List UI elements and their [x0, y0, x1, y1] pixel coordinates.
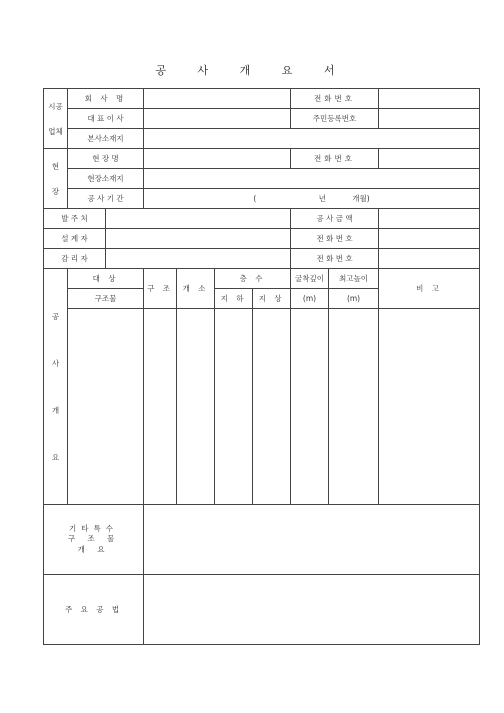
phone-label-1: 전화번호 [291, 89, 379, 109]
period-field[interactable] [144, 189, 480, 209]
phone-field-3[interactable] [379, 229, 480, 249]
resident-no-field[interactable] [379, 109, 480, 129]
excavation-depth-header: 굴착깊이 [291, 269, 329, 289]
remarks-header: 비 고 [379, 269, 480, 309]
head-office-label: 본사소재지 [68, 129, 144, 149]
representative-field[interactable] [144, 109, 291, 129]
contract-amount-field[interactable] [379, 209, 480, 229]
resident-no-label: 주민등록번호 [291, 109, 379, 129]
overview-side-4: 요 [51, 452, 60, 462]
special-line-1: 기타특수 [69, 524, 118, 534]
phone-field-2[interactable] [379, 149, 480, 169]
period-year: 년 [318, 194, 326, 203]
representative-label: 대 표 이 사 [68, 109, 144, 129]
company-name-field[interactable] [144, 89, 291, 109]
site-location-label: 현장소재지 [68, 169, 144, 189]
period-label: 공 사 기 간 [68, 189, 144, 209]
overview-side-2: 사 [51, 358, 60, 368]
overview-side-1: 공 [51, 311, 60, 321]
main-methods-label: 주 요 공 법 [44, 575, 144, 645]
company-name-label: 회 사 명 [68, 89, 144, 109]
site-label-1: 현 [51, 161, 60, 171]
head-office-field[interactable] [144, 129, 480, 149]
height-unit: (m) [329, 289, 379, 309]
excavation-depth-cell[interactable] [291, 309, 329, 505]
site-name-label: 현 장 명 [68, 149, 144, 169]
max-height-header: 최고높이 [329, 269, 379, 289]
site-name-field[interactable] [144, 149, 291, 169]
structure-item-cell[interactable] [68, 309, 144, 505]
construction-overview-form [43, 88, 480, 645]
phone-label-4: 전 화 번 호 [291, 249, 379, 269]
phone-field-1[interactable] [379, 89, 480, 109]
phone-label-3: 전 화 번 호 [291, 229, 379, 249]
designer-label: 설 계 자 [44, 229, 106, 249]
phone-field-4[interactable] [379, 249, 480, 269]
site-location-field[interactable] [144, 169, 480, 189]
below-ground-cell[interactable] [215, 309, 253, 505]
special-structure-label [44, 505, 144, 575]
client-field[interactable] [106, 209, 291, 229]
structure-cell[interactable] [144, 309, 177, 505]
contractor-label-2: 업체 [48, 126, 63, 136]
special-structure-field[interactable] [144, 505, 480, 575]
contractor-group-label [44, 89, 68, 149]
max-height-cell[interactable] [329, 309, 379, 505]
designer-field[interactable] [106, 229, 291, 249]
period-open: ( [253, 194, 257, 203]
count-header: 개 소 [177, 269, 215, 309]
page-title: 공 사 개 요 서 [155, 64, 349, 77]
overview-side-label [44, 269, 68, 505]
special-line-3: 개 요 [77, 544, 110, 554]
structure-header: 구 조 [144, 269, 177, 309]
site-label-2: 장 [51, 186, 60, 196]
excavation-unit: (m) [291, 289, 329, 309]
supervisor-label: 감 리 자 [44, 249, 106, 269]
phone-label-2: 전화번호 [291, 149, 379, 169]
site-group-label [44, 149, 68, 209]
above-ground-header: 지 상 [253, 289, 291, 309]
contractor-label-1: 시공 [48, 101, 63, 111]
supervisor-field[interactable] [106, 249, 291, 269]
structure-item-header: 구조물 [68, 289, 144, 309]
overview-side-3: 개 [51, 405, 60, 415]
period-month: 개월) [352, 194, 370, 203]
contract-amount-label: 공 사 금 액 [291, 209, 379, 229]
floors-header: 층 수 [215, 269, 291, 289]
remarks-cell[interactable] [379, 309, 480, 505]
below-ground-header: 지 하 [215, 289, 253, 309]
special-line-2: 구 조 물 [67, 534, 120, 544]
count-cell[interactable] [177, 309, 215, 505]
above-ground-cell[interactable] [253, 309, 291, 505]
client-label: 발 주 처 [44, 209, 106, 229]
main-methods-field[interactable] [144, 575, 480, 645]
target-header: 대 상 [68, 269, 144, 289]
